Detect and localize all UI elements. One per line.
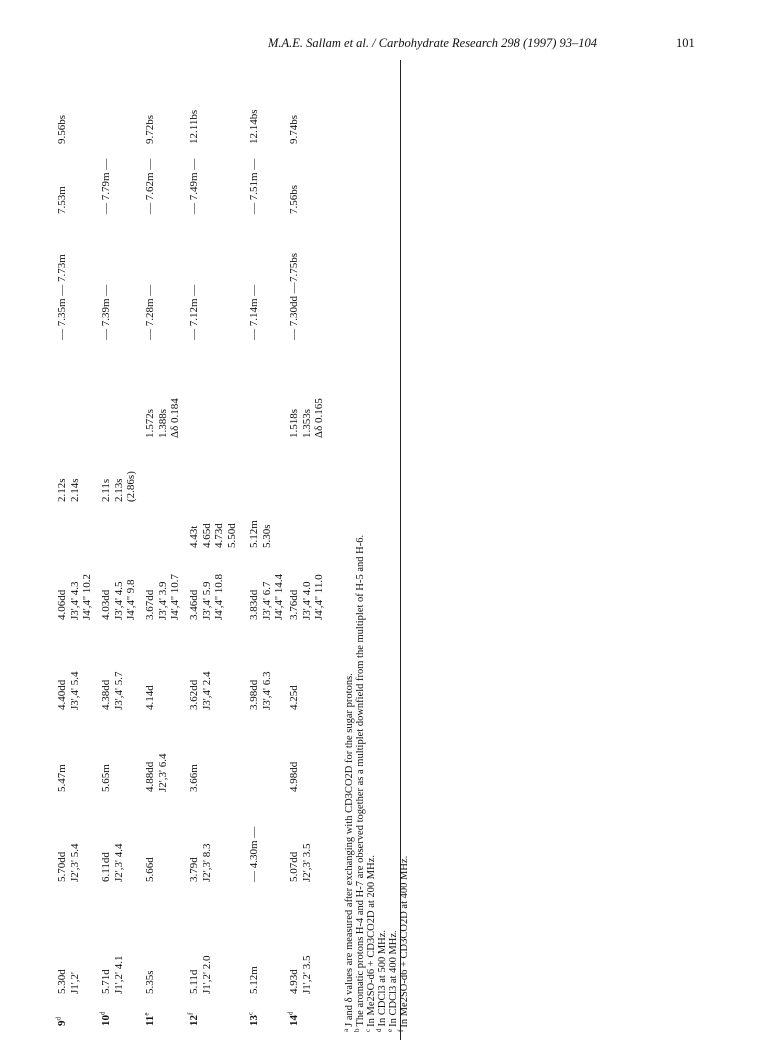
table-cell [144,857,157,882]
cell-value: J1',2' 2.0 [200,955,213,994]
cell-value: 3.66m [188,764,200,792]
footnote-mark: c [363,1028,372,1032]
table-cell [56,844,81,883]
cell-value: 4.03dd [100,589,112,620]
solvent-footnote-mark: f [186,1012,195,1015]
cell-value: J3',4' 2.4 [200,671,213,710]
cell-value: J3',4' 4.5 [112,581,125,620]
table-cell [248,827,261,882]
table-cell [288,844,313,883]
table-cell [288,762,301,792]
cell-value: J3',4' 3.9 [156,581,169,620]
table-cell [144,970,157,994]
footnote [385,930,400,1032]
cell-value: 5.65m [100,764,112,792]
compound-label: 14 [288,1015,300,1026]
cell-value: 1.572s [144,408,156,438]
compound-label: 11 [144,1015,156,1026]
compound-label: 12 [188,1015,200,1026]
cell-value: J1',2' 4.1 [112,955,125,994]
table-cell [100,285,113,340]
cell-value: — 7.79m — [100,158,112,214]
compound-label: 10 [100,1015,112,1026]
footnote-text: In CDCl3 at 400 MHz. [388,930,399,1027]
cell-value: 9.56bs [56,114,68,144]
cell-value: 5.35s [144,970,156,994]
table-cell [144,285,157,340]
footnote-text: In Me2SO-d6 + CD3CO2D at 200 MHz. [366,855,377,1027]
table-cell [144,754,169,793]
solvent-footnote-mark: e [142,1012,151,1016]
cell-value: J3',4' 6.7 [260,581,273,620]
cell-value: 9.72bs [144,114,156,144]
table-row [288,60,328,1040]
footnote-mark: b [352,1028,361,1032]
cell-value: J4',4'' 11.0 [313,574,325,620]
cell-value: J4',4'' 14.4 [273,574,285,620]
footnote-mark: a [341,1028,350,1032]
cell-value: J3',4' 5.4 [68,671,81,710]
table-cell [248,520,273,548]
table-cell [100,672,125,711]
table-cell [248,285,261,340]
cell-value: — 7.35m — [56,284,68,340]
solvent-footnote-mark: d [286,1011,295,1015]
cell-value: J4',4'' 10.7 [169,574,181,620]
table-row [56,60,96,1040]
table-cell [100,159,113,214]
footnote-mark: f [396,1029,405,1032]
cell-value: 5.30d [56,969,68,994]
table-cell [248,672,273,711]
cell-value: 3.67dd [144,589,156,620]
table-cell [288,253,301,282]
cell-value: 2.13s [112,478,125,502]
cell-value: 4.88dd [144,761,156,792]
compound-number [288,1012,301,1027]
cell-value: J4',4'' 9.8 [125,579,137,620]
cell-value: 5.70dd [56,851,68,882]
cell-value: 5.50d [225,523,238,548]
cell-value: J4',4'' 10.8 [213,574,225,620]
cell-value: 5.71d [100,969,112,994]
cell-value: — 7.62m — [144,158,156,214]
cell-value: 2.14s [68,478,81,502]
table-cell [288,115,301,144]
cell-value: — 4.30m — [248,826,260,882]
compound-number [248,1012,261,1026]
cell-value: 4.65d [200,523,213,548]
solvent-footnote-mark: c [246,1011,255,1015]
table-cell [56,672,81,711]
table-cell [56,574,94,620]
cell-value: 5.07dd [288,851,300,882]
cell-value: 9.74bs [288,114,300,144]
table-cell [56,254,69,282]
cell-value: 2.11s [100,478,112,502]
cell-value: 4.73d [213,523,225,548]
table-cell [56,285,69,340]
cell-value: 1.518s [288,408,300,438]
cell-value: — 7.39m — [100,284,112,340]
cell-value: 3.79d [188,857,200,882]
cell-value: 5.47m [56,764,68,792]
table-cell [248,966,261,994]
cell-value: 4.98dd [288,761,300,792]
table-cell [56,478,81,502]
table-row [186,60,238,1040]
cell-value: 3.62dd [188,679,200,710]
page-number: 101 [676,36,695,50]
table-cell [248,574,286,620]
footnote-text: In Me2SO-d6 + CD3CO2D at 400 MHz. [399,855,410,1028]
table-cell [144,685,157,710]
footnote [341,673,356,1032]
cell-value: 4.25d [288,685,300,710]
cell-value: 4.93d [288,969,300,994]
cell-value: 5.11d [188,969,200,994]
cell-value: 12.11bs [188,109,200,144]
table-cell [56,969,81,994]
cell-value: — 7.49m — [188,158,200,214]
table-cell [100,580,138,620]
cell-value: 3.76dd [288,589,300,620]
cell-value: J2',3' 4.4 [112,843,125,882]
table-cell [248,109,261,144]
rotated-table-page [48,60,428,1040]
cell-value: 5.12m [248,520,260,548]
cell-value: J3',4' 5.9 [200,581,213,620]
cell-value: J2',3' 8.3 [200,843,213,882]
cell-value: 4.14d [144,685,156,710]
cell-value: — 7.14m — [248,284,260,340]
cell-value: 4.06dd [56,589,68,620]
cell-value: J2',3' 6.4 [156,753,169,792]
cell-value: 3.83dd [248,589,260,620]
compound-label: 13 [248,1015,260,1026]
table-row [144,60,184,1040]
cell-value: Δδ 0.184 [169,398,181,438]
table-cell [144,574,182,620]
table-cell [56,764,69,792]
table-cell [100,956,125,995]
cell-value: 2.12s [56,478,68,502]
cell-value: 1.388s [156,408,169,438]
compound-number [56,1017,69,1026]
cell-value: J2',3' 5.4 [68,843,81,882]
table-cell [188,844,213,883]
table-cell [188,110,201,144]
cell-value: J4',4'' 10.2 [81,574,93,620]
footnote [352,534,367,1032]
cell-value: — 7.12m — [188,284,200,340]
running-head: M.A.E. Sallam et al. / Carbohydrate Research 298 (1997) 93–104 [268,36,598,50]
footnote-mark: d [374,1028,383,1032]
table-row [248,60,288,1040]
cell-value: 12.14bs [248,109,260,144]
footnote [363,855,378,1032]
cell-value: 7.56bs [288,184,300,214]
cell-value: 5.30s [260,524,273,548]
table-cell [100,844,125,883]
cell-value: 4.43t [188,525,200,548]
cell-value: — 7.30dd — [288,282,300,340]
compound-number [188,1013,201,1026]
cell-value: 4.40dd [56,679,68,710]
compound-label: 9 [56,1020,68,1026]
cell-value: J3',4' 4.3 [68,581,81,620]
cell-value: 1.353s [300,408,313,438]
table-cell [144,115,157,144]
solvent-footnote-mark: d [98,1011,107,1015]
footnote-text: J and δ values are measured after exchanging with CD3CO2D for the sugar protons. [344,673,355,1027]
cell-value: — 7.51m — [248,158,260,214]
footnote-mark: e [385,1028,394,1032]
table-cell [288,398,326,438]
cell-value: 5.66d [144,857,156,882]
table-cell [188,285,201,340]
cell-value: J3',4' 4.0 [300,581,313,620]
table-cell [188,956,213,995]
cell-value: 7.53m [56,186,68,214]
table-cell [288,185,301,214]
footnote-text: The aromatic protons H-4 and H-7 are observed together as a multiplet downfield from the multiplet of H-5 and H-6. [355,534,366,1027]
cell-value: J1',2' [68,972,81,994]
cell-value: 6.11dd [100,852,112,882]
table-cell [288,282,301,340]
table-cell [188,159,201,214]
cell-value: 3.46dd [188,589,200,620]
table-cell [100,764,113,792]
cell-value: 7.73m [56,254,68,282]
table-cell [56,186,69,214]
table-row [100,60,140,1040]
table-cell [188,764,201,792]
table-cell [144,398,182,438]
footnote-text: In CDCl3 at 500 MHz. [377,929,388,1027]
table-cell [188,672,213,711]
compound-number [100,1012,113,1027]
table-cell [188,523,238,548]
table-cell [288,685,301,710]
cell-value: J2',3' 3.5 [300,843,313,882]
solvent-footnote-mark: d [54,1017,63,1021]
table-cell [288,574,326,620]
cell-value: 5.12m [248,966,260,994]
cell-value: 3.98dd [248,679,260,710]
cell-value: J3',4' 6.3 [260,671,273,710]
footnote [396,855,411,1032]
page-header [0,14,768,50]
table-cell [100,471,138,502]
cell-value: Δδ 0.165 [313,398,325,438]
cell-value: J3',4' 5.7 [112,671,125,710]
cell-value: (2.86s) [125,471,137,502]
cell-value: J1',2' 3.5 [300,955,313,994]
cell-value: 4.38dd [100,679,112,710]
table-cell [188,574,226,620]
cell-value: — 7.28m — [144,284,156,340]
table-cell [144,159,157,214]
table-cell [288,956,313,995]
table-cell [248,159,261,214]
table-cell [56,115,69,144]
footnote [374,929,389,1032]
compound-number [144,1012,157,1026]
cell-value: 7.75bs [288,252,300,282]
